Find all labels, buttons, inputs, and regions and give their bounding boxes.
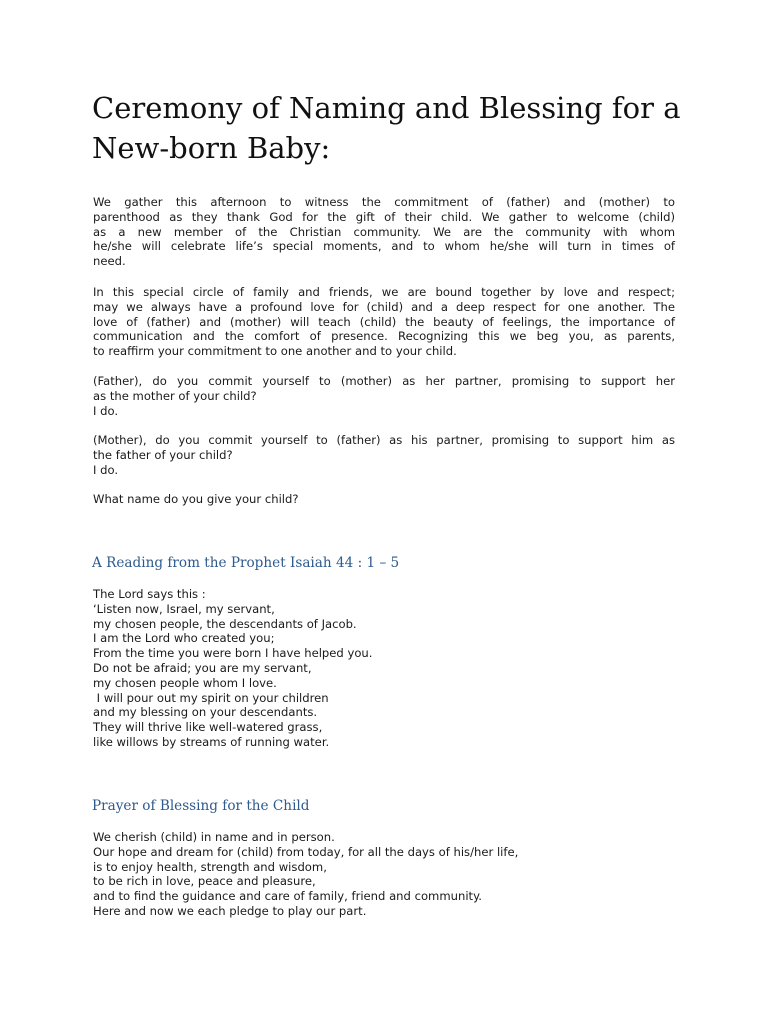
reading-verses xyxy=(93,587,675,750)
prayer-line: We cherish (child) in name and in person. xyxy=(93,830,335,844)
text-line: What name do you give your child? xyxy=(93,492,299,506)
mother-answer: I do. xyxy=(93,462,119,477)
mother-commitment-question xyxy=(93,433,675,477)
text-line: may we always have a profound love for (child) and a deep respect for one another. The xyxy=(93,299,675,314)
verse-line: my chosen people whom I love. xyxy=(93,675,277,690)
text-line: love of (father) and (mother) will teach (child) the beauty of feelings, the importance of xyxy=(93,314,675,329)
name-question xyxy=(93,492,675,507)
verse-line: ‘Listen now, Israel, my servant, xyxy=(93,601,275,616)
reading-heading: A Reading from the Prophet Isaiah 44 : 1 – 5 xyxy=(92,555,400,571)
text-line: as the mother of your child? xyxy=(93,388,257,403)
prayer-line: to be rich in love, peace and pleasure, xyxy=(93,874,316,889)
text-line: We gather this afternoon to witness the commitment of (father) and (mother) to xyxy=(93,195,675,209)
verse-line: They will thrive like well-watered grass, xyxy=(93,720,323,735)
text-line: (Mother), do you commit yourself to (father) as his partner, promising to support him as xyxy=(93,433,675,447)
text-line: he/she will celebrate life’s special moments, and to whom he/she will turn in times of xyxy=(93,239,675,254)
prayer-line: and to find the guidance and care of family, friend and community. xyxy=(93,889,482,904)
page-title xyxy=(92,88,692,168)
text-line: the father of your child? xyxy=(93,447,233,462)
title-line: Ceremony of Naming and Blessing for a xyxy=(92,91,681,125)
text-line: (Father), do you commit yourself to (mother) as her partner, promising to support her xyxy=(93,374,675,388)
verse-line: and my blessing on your descendants. xyxy=(93,705,318,720)
title-line: New-born Baby: xyxy=(92,131,331,165)
father-commitment-question xyxy=(93,374,675,418)
verse-line: From the time you were born I have helped you. xyxy=(93,646,373,661)
prayer-lines xyxy=(93,830,675,919)
verse-line: I will pour out my spirit on your children xyxy=(93,690,329,705)
prayer-line: is to enjoy health, strength and wisdom, xyxy=(93,859,327,874)
verse-line: I am the Lord who created you; xyxy=(93,631,275,646)
verse-line: Do not be afraid; you are my servant, xyxy=(93,660,312,675)
father-answer: I do. xyxy=(93,403,119,418)
text-line: need. xyxy=(93,254,126,269)
verse-line: my chosen people, the descendants of Jacob. xyxy=(93,616,357,631)
text-line: as a new member of the Christian community. We are the community with whom xyxy=(93,224,675,239)
text-line: parenthood as they thank God for the gift of their child. We gather to welcome (child) xyxy=(93,209,675,224)
text-line: to reaffirm your commitment to one another and to your child. xyxy=(93,344,457,359)
circle-paragraph xyxy=(93,285,675,359)
prayer-line: Our hope and dream for (child) from today, for all the days of his/her life, xyxy=(93,844,519,859)
intro-paragraph xyxy=(93,195,675,269)
text-line: In this special circle of family and friends, we are bound together by love and respect; xyxy=(93,285,675,299)
text-line: communication and the comfort of presence. Recognizing this we beg you, as parents, xyxy=(93,329,675,344)
prayer-heading: Prayer of Blessing for the Child xyxy=(92,798,310,814)
verse-line: The Lord says this : xyxy=(93,587,206,601)
prayer-line: Here and now we each pledge to play our part. xyxy=(93,903,367,918)
verse-line: like willows by streams of running water. xyxy=(93,734,330,749)
